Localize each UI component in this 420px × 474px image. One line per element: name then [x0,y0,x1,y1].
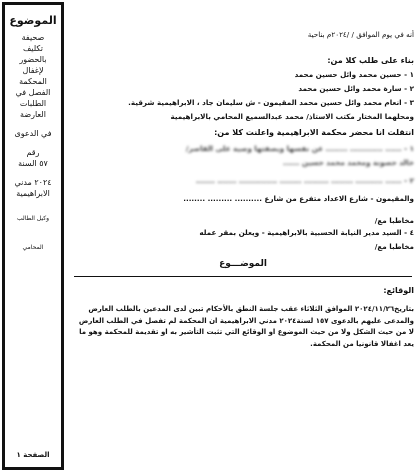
sidebar-lawyer: المحامي [22,244,44,251]
sidebar-line: تكليف [23,44,43,53]
sidebar-case-line: ٢٠٢٤ مدني [14,178,52,187]
addressed-with: مخاطبا مع/ [374,216,414,225]
sidebar-subject [5,32,61,120]
subject-heading: الموضـــوع [219,259,267,269]
sidebar-client-agent: وكيل الطالب [17,215,49,222]
sidebar-line: بالحضور [19,55,47,64]
requester-item: ١ - حسين محمد وائل حسين محمد [294,70,414,79]
announcer-line: انتقلت انا محضر محكمة الابراهيمية واعلنت كلا من: [214,128,414,137]
sidebar-case-line: الابراهيمية [16,189,50,198]
blurred-recipient: ١ - ...... ............ ........ عن نفسها وبصفتها وصية على القاصر/ [185,144,414,153]
page-number: الصفحة ١ [16,451,50,459]
main-content [68,0,418,474]
blurred-recipient: خالد حصونة ومحمد محمد حسين ...... [282,158,414,167]
requester-item: ٣ - انعام محمد وائل حسين محمد المقيمون - ش سليمان جاد ، الابراهيمية شرقية. [128,98,414,107]
sidebar-panel [2,2,64,470]
sidebar-line: صحيفة [21,33,45,42]
sidebar-line: لإغفال [22,66,44,75]
sidebar-case-line: رقم [26,148,40,157]
blurred-recipient: ٢ - ...... .......... ........ ......... ........ .............. ....... ....... [195,176,414,185]
sidebar-case-line: ٥٧ السنة [18,159,48,168]
chosen-address: ومحلهما المختار مكتب الاستاذ/ محمد عبدالسميع المحامي بالابراهيمية [170,112,414,121]
date-line: أنه في يوم الموافق / /٢٠٢٤م بناحية [307,30,414,39]
residence-line: والمقيمون - شارع الاعداد متفرع من شارع .......... ......... ........ [183,194,414,203]
requesters-heading: بناء على طلب كلا من: [327,56,414,65]
official-recipient: ٤ - السيد مدير النيابة الحسبية بالابراهيمية - ويعلن بمقر عمله [199,228,414,237]
sidebar-line: الطلبات [19,99,47,108]
addressed-with: مخاطبا مع/ [374,242,414,251]
sidebar-line: المحكمة [19,77,47,86]
sidebar-line: العارضة [20,110,46,119]
sidebar-case [5,128,61,199]
divider [74,276,412,277]
sidebar-case-line: في الدعوى [14,129,52,138]
facts-body: بتاريخ٢٠٢٤/١١/٢٦ الموافق الثلاثاء عقب جلسة النطق بالأحكام تبين لدى المدعين بالطلب العارض والمدعى عليهم بالدعوى ١٥٧ لسنة٢٠٢٤ مدني الابراهيمية ان المحكمة لم تفصل في الطلب العارض لا من حيث الشكل ولا من حيث الموضوع او الوقائع التي تثبت التأشير به او تقديمة للمحكمة وهو ما يعد اغفالا قانونيا من المحكمة. [78,305,414,348]
sidebar-title: الموضوع [9,14,57,27]
facts-heading: الوقائع: [383,286,414,295]
requester-item: ٢ - سارة محمد وائل حسين محمد [298,84,414,93]
sidebar-line: الفصل في [15,88,51,97]
